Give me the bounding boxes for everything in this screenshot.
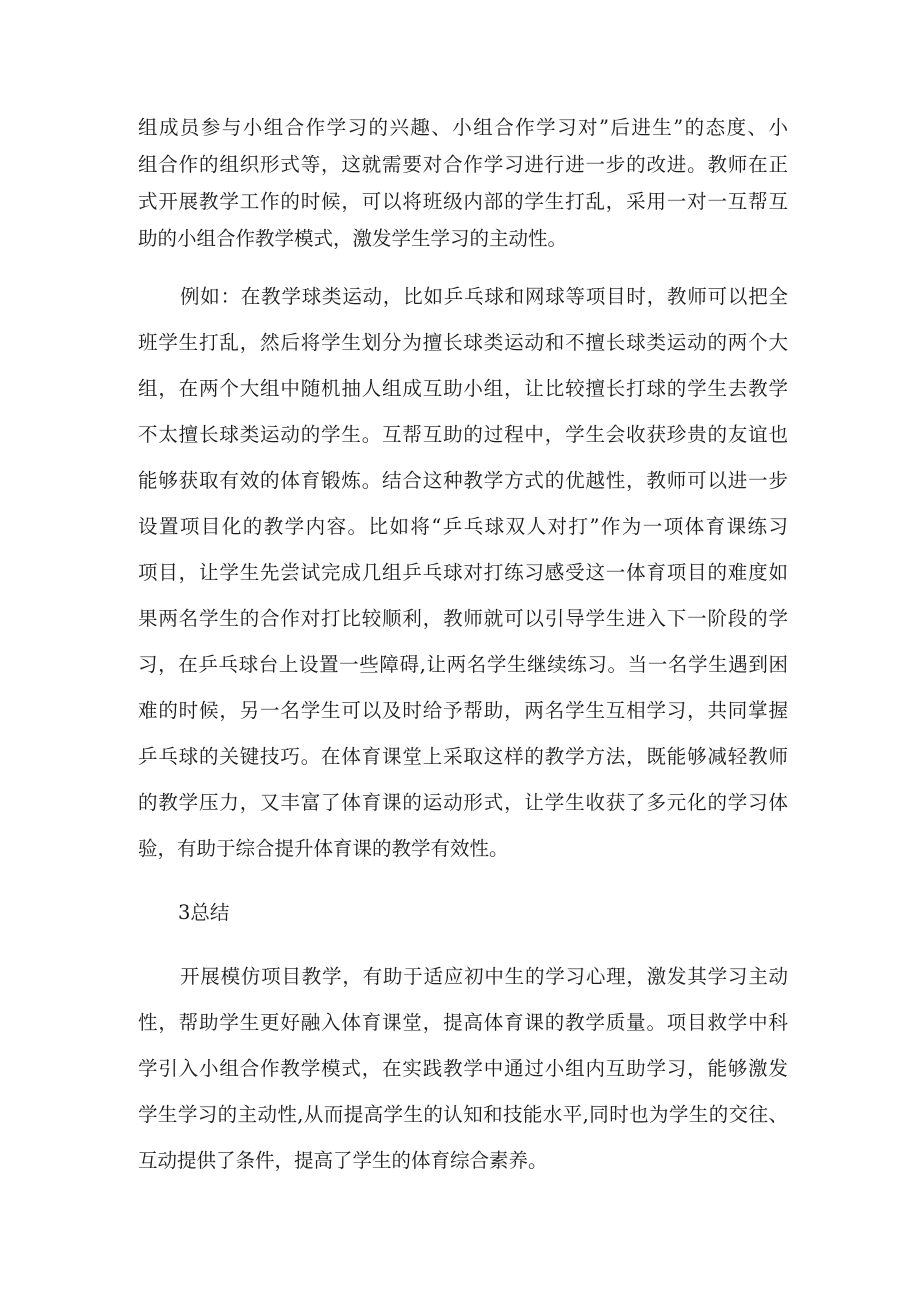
text-line: 助的小组合作教学模式，激发学生学习的主动性。	[138, 227, 568, 250]
text-line: 果两名学生的合作对打比较顺利，教师就可以引导学生进入下一阶段的学	[138, 607, 788, 630]
section-heading: 3总结	[178, 901, 230, 924]
text-line: 能够获取有效的体育锻炼。结合这种教学方式的优越性，教师可以进一步	[138, 469, 788, 492]
text-line: 组合作的组织形式等，这就需要对合作学习进行进一步的改进。教师在正	[138, 153, 788, 176]
text-line: 例如：在教学球类运动，比如乒乓球和网球等项目时，教师可以把全	[180, 285, 788, 308]
text-line: 项目，让学生先尝试完成几组乒乓球对打练习感受这一体育项目的难度如	[138, 561, 788, 584]
text-line: 性，帮助学生更好融入体育课堂，提高体育课的教学质量。项目救学中科	[138, 1011, 788, 1034]
text-line: 组，在两个大组中随机抽人组成互助小组，让比较擅长打球的学生去教学	[138, 377, 788, 400]
text-line: 验，有助于综合提升体育课的教学有效性。	[138, 837, 509, 860]
text-line: 设置项目化的教学内容。比如将“乒乓球双人对打”作为一项体育课练习	[138, 515, 788, 538]
text-line: 互动提供了条件，提高了学生的体育综合素养。	[138, 1149, 548, 1172]
text-line: 组成员参与小组合作学习的兴趣、小组合作学习对”后进生”的态度、小	[138, 116, 788, 139]
text-line: 的教学压力，又丰富了体育课的运动形式，让学生收获了多元化的学习体	[138, 791, 788, 814]
text-line: 学引入小组合作教学模式，在实践教学中通过小组内互助学习，能够激发	[138, 1057, 788, 1080]
text-line: 乒乓球的关键技巧。在体育课堂上采取这样的教学方法，既能够减轻教师	[138, 745, 788, 768]
text-line: 难的时候，另一名学生可以及时给予帮助，两名学生互相学习，共同掌握	[138, 699, 788, 722]
text-line: 班学生打乱，然后将学生划分为擅长球类运动和不擅长球类运动的两个大	[138, 331, 788, 354]
text-line: 式开展教学工作的时候，可以将班级内部的学生打乱，采用一对一互帮互	[138, 190, 788, 213]
text-line: 开展模仿项目教学，有助于适应初中生的学习心理，激发其学习主动	[180, 965, 788, 988]
text-line: 学生学习的主动性,从而提高学生的认知和技能水平,同时也为学生的交往、	[138, 1103, 788, 1126]
text-line: 习，在乒乓球台上设置一些障碍,让两名学生继续练习。当一名学生遇到困	[138, 653, 788, 676]
text-line: 不太擅长球类运动的学生。互帮互助的过程中，学生会收获珍贵的友谊也	[138, 423, 788, 446]
